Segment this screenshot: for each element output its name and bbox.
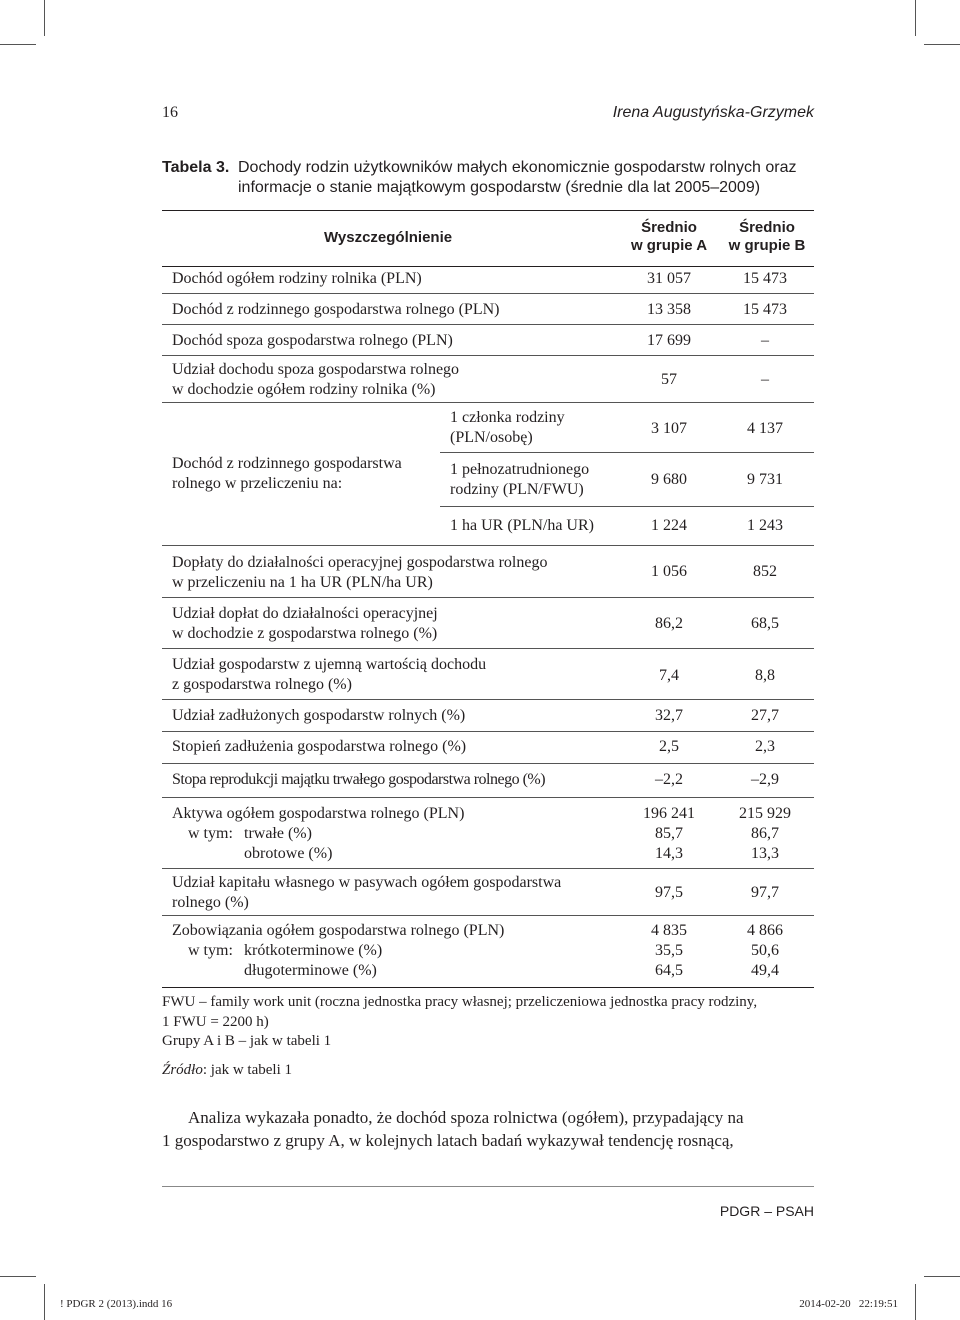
body-line2: 1 gospodarstwo z grupy A, w kolejnych latach badań wykazywał tendencję rosnącą,: [162, 1131, 734, 1150]
crop-mark: [924, 44, 960, 45]
body-paragraph: [162, 1106, 814, 1152]
row-value-b: 50,6: [751, 942, 779, 959]
row-value-b: 1 243: [747, 517, 783, 534]
row-label-line2: z gospodarstwa rolnego (%): [172, 676, 352, 693]
footnote-fwu-line2: 1 FWU = 2200 h): [162, 1014, 269, 1030]
row-value-b: –2,9: [751, 771, 779, 788]
row-value-b: 8,8: [755, 667, 775, 684]
row-label-line2: w przeliczeniu na 1 ha UR (PLN/ha UR): [172, 574, 433, 591]
row-label: Udział zadłużonych gospodarstw rolnych (%): [172, 707, 466, 724]
row-label-line1: Udział gospodarstw z ujemną wartością dochodu: [172, 656, 487, 673]
source-text: : jak w tabeli 1: [202, 1062, 293, 1078]
table-caption-text: Dochody rodzin użytkowników małych ekonomicznie gospodarstw rolnych oraz informacje o stanie majątkowym gospodarstw (średnie dla lat 2005–2009): [238, 159, 797, 196]
liabilities-sub-label: krótkoterminowe (%): [244, 942, 383, 959]
subrow-label: [450, 408, 565, 448]
row-label-line1: Udział kapitału własnego w pasywach ogółem gospodarstwa: [172, 874, 562, 891]
row-value-a: 35,5: [655, 942, 683, 959]
row-rule: [162, 355, 814, 356]
row-value-a: 1 224: [651, 517, 687, 534]
crop-mark: [915, 1284, 916, 1320]
row-label: Stopa reprodukcji majątku trwałego gospodarstwa rolnego (%): [172, 771, 546, 788]
row-rule: [440, 506, 814, 507]
footnote-fwu-line1: FWU – family work unit (roczna jednostka pracy własnej; przeliczeniowa jednostka pracy rodziny,: [162, 994, 758, 1010]
table-header-rule: [162, 266, 814, 267]
wtym-label: w tym:: [188, 942, 233, 959]
row-value-a: 64,5: [655, 962, 683, 979]
row-value-a: 9 680: [651, 471, 687, 488]
row-label-line1: Udział dopłat do działalności operacyjnej: [172, 605, 438, 622]
row-label: [172, 360, 459, 400]
table-caption-label: Tabela 3.: [162, 159, 230, 176]
row-value-b: 215 929: [739, 805, 791, 822]
row-value-b: 4 866: [747, 922, 783, 939]
row-value-b: 49,4: [751, 962, 779, 979]
crop-mark: [44, 1284, 45, 1320]
source-note: [162, 1060, 822, 1080]
row-value-a: –2,2: [655, 771, 683, 788]
col-header-a: [624, 219, 714, 255]
row-rule: [162, 915, 814, 916]
row-label-line2: w dochodzie z gospodarstwa rolnego (%): [172, 625, 438, 642]
row-rule: [162, 731, 814, 732]
row-value-a: 7,4: [659, 667, 679, 684]
row-rule: [162, 293, 814, 294]
row-label: Dochód spoza gospodarstwa rolnego (PLN): [172, 332, 453, 349]
row-rule: [162, 763, 814, 764]
table-bottom-rule: [162, 987, 814, 988]
row-value-a: 85,7: [655, 825, 683, 842]
row-value-b: 9 731: [747, 471, 783, 488]
assets-sub-label: trwałe (%): [244, 825, 312, 842]
row-value-b: 2,3: [755, 738, 775, 755]
row-value-b: 27,7: [751, 707, 779, 724]
liabilities-label: Zobowiązania ogółem gospodarstwa rolnego (PLN): [172, 922, 505, 939]
row-label: [172, 604, 438, 644]
row-rule: [162, 545, 814, 546]
crop-mark: [44, 0, 45, 36]
row-value-a: 14,3: [655, 845, 683, 862]
row-value-b: 852: [753, 563, 777, 580]
crop-mark: [0, 44, 36, 45]
group-label-line1: Dochód z rodzinnego gospodarstwa: [172, 455, 402, 472]
row-rule: [162, 699, 814, 700]
crop-mark: [924, 1276, 960, 1277]
subrow-label-line2: rodziny (PLN/FWU): [450, 481, 584, 498]
row-value-b: 68,5: [751, 615, 779, 632]
row-label-line2: w dochodzie ogółem rodziny rolnika (%): [172, 381, 436, 398]
group-label-line2: rolnego w przeliczeniu na:: [172, 475, 343, 492]
col-header-b-line2: w grupie B: [728, 237, 806, 254]
row-rule: [162, 324, 814, 325]
row-value-b: 13,3: [751, 845, 779, 862]
row-rule: [162, 868, 814, 869]
row-value-b: 86,7: [751, 825, 779, 842]
row-rule: [162, 797, 814, 798]
row-value-a: 13 358: [647, 301, 691, 318]
running-header-author: Irena Augustyńska-Grzymek: [612, 104, 814, 121]
footer-journal: PDGR – PSAH: [719, 1203, 814, 1219]
row-rule: [162, 597, 814, 598]
assets-label: Aktywa ogółem gospodarstwa rolnego (PLN): [172, 805, 465, 822]
row-value-a: 32,7: [655, 707, 683, 724]
row-label: [172, 553, 547, 593]
row-label-line1: Dopłaty do działalności operacyjnej gospodarstwa rolnego: [172, 554, 548, 571]
subrow-label-line1: 1 pełnozatrudnionego: [450, 461, 590, 478]
row-value-b: 97,7: [751, 884, 779, 901]
row-label: [172, 655, 486, 695]
subrow-label-line2: (PLN/osobę): [450, 429, 533, 446]
row-label: Dochód ogółem rodziny rolnika (PLN): [172, 270, 422, 287]
row-label: [172, 873, 561, 913]
slug-date: 2014-02-20 22:19:51: [799, 1298, 898, 1310]
row-value-a: 57: [661, 371, 677, 388]
liabilities-sub-label: długoterminowe (%): [244, 962, 377, 979]
row-rule: [162, 402, 814, 403]
row-value-a: 86,2: [655, 615, 683, 632]
row-rule: [440, 452, 814, 453]
row-value-a: 3 107: [651, 420, 687, 437]
crop-mark: [915, 0, 916, 36]
col-header-b-line1: Średnio: [739, 219, 795, 236]
row-value-a: 1 056: [651, 563, 687, 580]
row-value-b: –: [761, 371, 769, 388]
subrow-label: [450, 460, 589, 500]
page-number: 16: [162, 104, 178, 121]
table-top-rule: [162, 210, 814, 211]
col-header-a-line1: Średnio: [641, 219, 697, 236]
row-value-a: 196 241: [643, 805, 695, 822]
subrow-label-line1: 1 członka rodziny: [450, 409, 565, 426]
row-value-b: –: [761, 332, 769, 349]
table-caption: [162, 158, 822, 198]
row-label: Dochód z rodzinnego gospodarstwa rolnego (PLN): [172, 301, 500, 318]
row-value-a: 2,5: [659, 738, 679, 755]
row-value-a: 97,5: [655, 884, 683, 901]
row-rule: [162, 648, 814, 649]
row-value-b: 15 473: [743, 270, 787, 287]
subrow-label: 1 ha UR (PLN/ha UR): [450, 517, 594, 534]
footnote-groups: Grupy A i B – jak w tabeli 1: [162, 1033, 332, 1049]
row-label: Stopień zadłużenia gospodarstwa rolnego (%): [172, 738, 467, 755]
row-label-line2: rolnego (%): [172, 894, 249, 911]
col-header-a-line2: w grupie A: [630, 237, 708, 254]
crop-mark: [0, 1276, 36, 1277]
col-header-b: [722, 219, 812, 255]
col-header-item: Wyszczególnienie: [324, 229, 453, 246]
footer-rule: [162, 1186, 814, 1187]
body-line1: Analiza wykazała ponadto, że dochód spoza rolnictwa (ogółem), przypadający na: [188, 1108, 744, 1127]
row-value-a: 4 835: [651, 922, 687, 939]
row-value-a: 17 699: [647, 332, 691, 349]
slug-file: ! PDGR 2 (2013).indd 16: [60, 1298, 173, 1310]
row-value-a: 31 057: [647, 270, 691, 287]
footnote-fwu: [162, 992, 822, 1032]
assets-sub-label: obrotowe (%): [244, 845, 333, 862]
wtym-label: w tym:: [188, 825, 233, 842]
row-label-line1: Udział dochodu spoza gospodarstwa rolnego: [172, 361, 460, 378]
row-value-b: 15 473: [743, 301, 787, 318]
source-label: Źródło: [162, 1062, 203, 1078]
group-label: [172, 454, 402, 494]
row-value-b: 4 137: [747, 420, 783, 437]
